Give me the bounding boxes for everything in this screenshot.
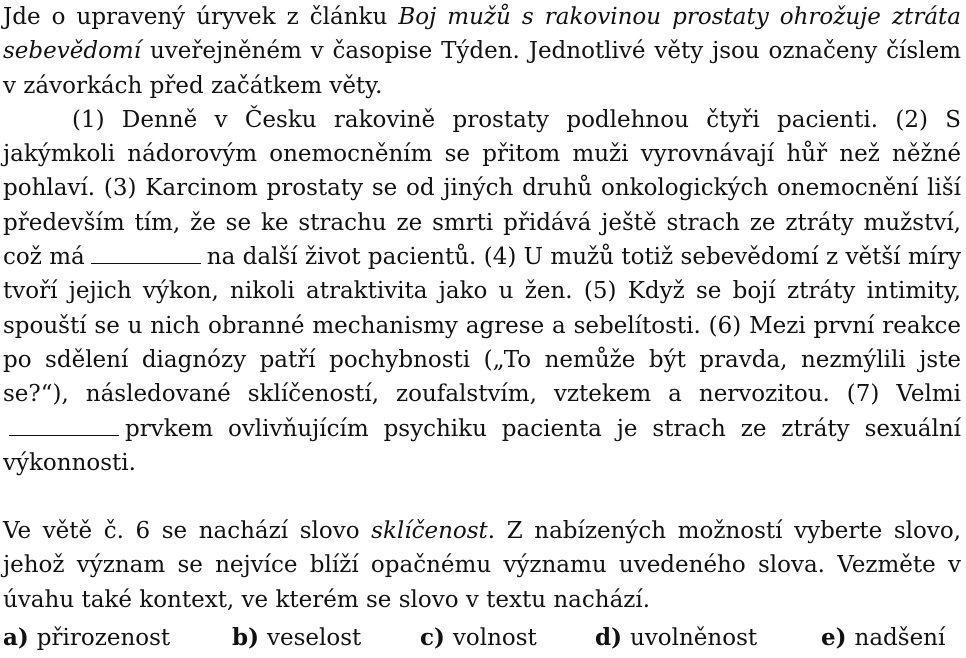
article-part-1: (1) Denně v Česku rakovině prostaty podlehnou čtyři pacienti. (2) S jakýmkoli nádorovým onemocněním se přitom muži vyrovnávají hůř než něžné pohlaví. (3) Karcinom prostaty se od jiných druhů onkologických onemocnění liší především tím, že se ke strachu ze smrti přidává ještě strach ze ztráty mužství, což má xyxy=(3,106,961,271)
option-d[interactable] xyxy=(595,621,821,655)
option-a-text: přirozenost xyxy=(36,625,171,652)
document-page xyxy=(3,0,961,655)
article-title: Boj mužů s rakovinou prostaty ohrožuje ztráta sebevědomí xyxy=(3,4,961,65)
option-a-key: a) xyxy=(3,624,29,652)
option-a[interactable] xyxy=(3,621,232,655)
option-c[interactable] xyxy=(420,621,595,655)
article-part-2: na další život pacientů. (4) U mužů totiž sebevědomí z větší míry tvoří jejich výkon, nikoli atraktivita jako u žen. (5) Když se bojí ztráty intimity, spouští se u nich obranné mechanismy agrese a sebelítosti. (6) Mezi první reakce po sdělení diagnózy patří pochybnosti („To nemůže být pravda, nezmýlili jste se?“), následované sklíčeností, zoufalstvím, vztekem a nervozitou. (7) Velmi xyxy=(3,244,962,408)
option-e-key: e) xyxy=(821,624,847,652)
option-c-text: volnost xyxy=(452,625,537,652)
article-excerpt xyxy=(3,103,961,480)
option-e-text: nadšení xyxy=(854,625,946,652)
question-suffix: . Z nabízených možností vyberte slovo, jehož význam se nejvíce blíží opačnému významu uvedeného slova. Vezměte v úvahu také kontext, ve kterém se slovo v textu nachází. xyxy=(3,518,961,613)
option-d-key: d) xyxy=(595,624,622,652)
question-word: sklíčenost xyxy=(371,518,488,545)
option-b[interactable] xyxy=(232,621,420,655)
article-part-3: prvkem ovlivňujícím psychiku pacienta je strach ze ztráty sexuální výkonnosti. xyxy=(3,415,961,476)
intro-suffix: uveřejněném v časopise Týden. Jednotlivé věty jsou označeny číslem v závorkách před začátkem věty. xyxy=(3,38,961,99)
question-text xyxy=(3,514,961,617)
answer-options xyxy=(3,621,961,655)
option-e[interactable] xyxy=(821,621,961,655)
option-d-text: uvolněnost xyxy=(629,625,758,652)
option-c-key: c) xyxy=(420,624,445,652)
option-b-key: b) xyxy=(232,624,259,652)
intro-paragraph xyxy=(3,0,961,103)
blank-2 xyxy=(9,417,119,436)
blank-1 xyxy=(91,245,201,264)
option-b-text: veselost xyxy=(266,625,362,652)
question-prefix: Ve větě č. 6 se nachází slovo xyxy=(3,518,372,545)
intro-prefix: Jde o upravený úryvek z článku xyxy=(3,4,399,30)
